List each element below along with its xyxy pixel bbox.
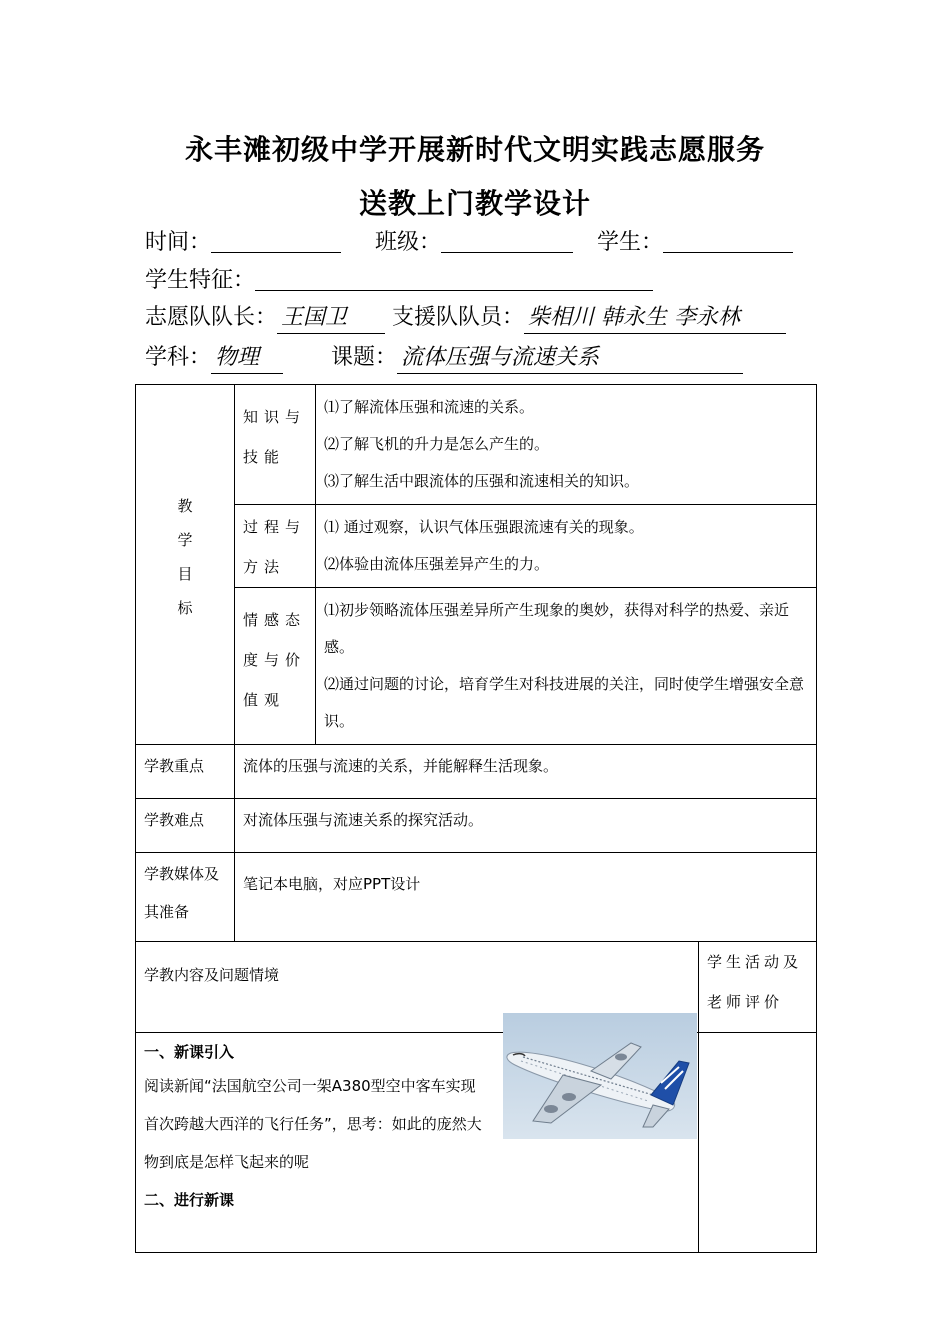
key-label: 学教重点: [144, 757, 205, 775]
class-label: 班级：: [375, 230, 442, 255]
knowledge-item: ⑵了解飞机的升力是怎么产生的。: [324, 435, 550, 453]
activity-label: 学生活动及老师评价: [707, 953, 803, 1011]
emotion-item: ⑵通过问题的讨论，培育学生对科技进展的关注，同时使学生增强安全意识。: [324, 675, 805, 730]
content-label: 学教内容及问题情境: [144, 966, 280, 984]
media-label: 学教媒体及其准备: [144, 865, 220, 921]
header-line-subject: [145, 341, 743, 375]
key-value: 流体的压强与流速的关系，并能解释生活现象。: [243, 757, 559, 775]
leader-label: 志愿队队长：: [145, 305, 278, 330]
header-line-time: [145, 222, 793, 256]
emotion-item: ⑴初步领略流体压强差异所产生现象的奥妙，获得对科学的热爱、亲近感。: [324, 601, 790, 656]
student-label: 学生：: [597, 230, 664, 255]
header-line-team: [145, 301, 786, 335]
key-label-cell: [136, 745, 235, 799]
process-label: 过程与方法: [243, 518, 307, 576]
goals-char: 目: [177, 565, 193, 583]
process-item: ⑵体验由流体压强差异产生的力。: [324, 555, 550, 573]
emotion-content-cell: [316, 588, 817, 745]
process-content-cell: [316, 505, 817, 588]
topic-label: 课题：: [331, 345, 398, 370]
goals-char: 标: [177, 599, 193, 617]
activity-label-cell: [699, 942, 817, 1033]
difficulty-label: 学教难点: [144, 811, 205, 829]
leader-value: 王国卫: [277, 303, 385, 334]
airplane-image: [503, 1013, 697, 1139]
members-value: 柴相川 韩永生 李永林: [524, 303, 786, 334]
section2-title: 二、进行新课: [144, 1191, 235, 1209]
media-content-cell: [235, 853, 817, 942]
process-item: ⑴ 通过观察，认识气体压强跟流速有关的现象。: [324, 518, 644, 536]
topic-value: 流体压强与流速关系: [397, 343, 743, 374]
key-content-cell: [235, 745, 817, 799]
header-line-features: [145, 260, 653, 294]
difficulty-label-cell: [136, 799, 235, 853]
section1-title: 一、新课引入: [144, 1043, 235, 1061]
difficulty-value: 对流体压强与流速关系的探究活动。: [243, 811, 484, 829]
subject-label: 学科：: [145, 345, 212, 370]
knowledge-label: 知识与技能: [243, 408, 307, 466]
members-label: 支援队队员：: [392, 305, 525, 330]
emotion-label: 情感态度与价值观: [243, 611, 307, 709]
knowledge-item: ⑴了解流体压强和流速的关系。: [324, 398, 535, 416]
student-blank: [663, 226, 793, 253]
features-blank: [255, 264, 653, 291]
difficulty-content-cell: [235, 799, 817, 853]
section1-text: 阅读新闻“法国航空公司一架A380型空中客车实现首次跨越大西洋的飞行任务”，思考：如此的庞然大物到底是怎样飞起来的呢: [144, 1077, 482, 1171]
features-label: 学生特征：: [145, 268, 256, 293]
media-value: 笔记本电脑，对应PPT设计: [243, 875, 421, 893]
subject-value: 物理: [211, 343, 283, 374]
time-blank: [211, 226, 341, 253]
activity-content-cell: [699, 1033, 817, 1253]
time-label: 时间：: [145, 230, 212, 255]
emotion-label-cell: [235, 588, 316, 745]
goals-char: 教: [177, 497, 193, 515]
document-subtitle: 送教上门教学设计: [358, 187, 591, 220]
goals-char: 学: [177, 531, 193, 549]
knowledge-item: ⑶了解生活中跟流体的压强和流速相关的知识。: [324, 472, 640, 490]
document-title: 永丰滩初级中学开展新时代文明实践志愿服务: [184, 133, 765, 166]
knowledge-label-cell: [235, 385, 316, 505]
goals-label-cell: [136, 385, 235, 745]
class-blank: [441, 226, 573, 253]
knowledge-content-cell: [316, 385, 817, 505]
media-label-cell: [136, 853, 235, 942]
lesson-plan-table: [135, 384, 817, 1253]
process-label-cell: [235, 505, 316, 588]
